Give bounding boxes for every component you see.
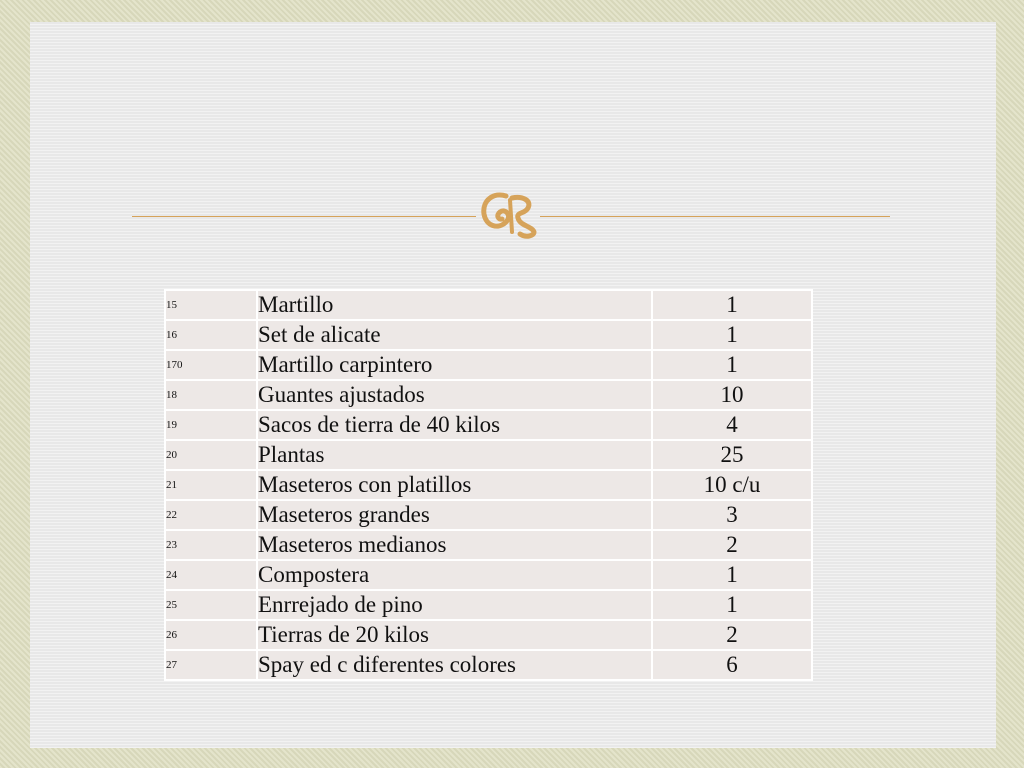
item-quantity: 1 bbox=[652, 320, 812, 350]
table-row bbox=[165, 410, 812, 440]
table-row bbox=[165, 530, 812, 560]
item-number: 18 bbox=[165, 380, 257, 410]
table-row bbox=[165, 350, 812, 380]
item-quantity: 1 bbox=[652, 560, 812, 590]
item-quantity: 1 bbox=[652, 590, 812, 620]
table-row bbox=[165, 500, 812, 530]
item-number: 24 bbox=[165, 560, 257, 590]
item-number: 23 bbox=[165, 530, 257, 560]
item-number: 21 bbox=[165, 470, 257, 500]
items-table bbox=[164, 289, 813, 681]
item-name: Martillo bbox=[257, 290, 652, 320]
table-row bbox=[165, 290, 812, 320]
divider-right bbox=[540, 216, 890, 217]
item-name: Maseteros grandes bbox=[257, 500, 652, 530]
table-row bbox=[165, 620, 812, 650]
item-quantity: 2 bbox=[652, 620, 812, 650]
item-name: Tierras de 20 kilos bbox=[257, 620, 652, 650]
table-row bbox=[165, 320, 812, 350]
item-name: Plantas bbox=[257, 440, 652, 470]
item-quantity: 25 bbox=[652, 440, 812, 470]
items-table-body bbox=[165, 290, 812, 680]
item-name: Sacos de tierra de 40 kilos bbox=[257, 410, 652, 440]
item-name: Enrrejado de pino bbox=[257, 590, 652, 620]
item-name: Compostera bbox=[257, 560, 652, 590]
item-name: Maseteros con platillos bbox=[257, 470, 652, 500]
table-row bbox=[165, 440, 812, 470]
table-row bbox=[165, 590, 812, 620]
table-row bbox=[165, 560, 812, 590]
item-quantity: 10 c/u bbox=[652, 470, 812, 500]
table-row bbox=[165, 380, 812, 410]
item-name: Set de alicate bbox=[257, 320, 652, 350]
item-name: Maseteros medianos bbox=[257, 530, 652, 560]
item-quantity: 1 bbox=[652, 350, 812, 380]
item-number: 22 bbox=[165, 500, 257, 530]
item-quantity: 6 bbox=[652, 650, 812, 680]
item-quantity: 2 bbox=[652, 530, 812, 560]
item-quantity: 10 bbox=[652, 380, 812, 410]
item-number: 27 bbox=[165, 650, 257, 680]
table-row bbox=[165, 650, 812, 680]
item-quantity: 1 bbox=[652, 290, 812, 320]
item-number: 25 bbox=[165, 590, 257, 620]
item-number: 19 bbox=[165, 410, 257, 440]
item-number: 16 bbox=[165, 320, 257, 350]
item-number: 15 bbox=[165, 290, 257, 320]
item-number: 26 bbox=[165, 620, 257, 650]
item-number: 170 bbox=[165, 350, 257, 380]
divider-left bbox=[132, 216, 476, 217]
item-name: Martillo carpintero bbox=[257, 350, 652, 380]
item-quantity: 3 bbox=[652, 500, 812, 530]
table-row bbox=[165, 470, 812, 500]
item-name: Spay ed c diferentes colores bbox=[257, 650, 652, 680]
fleuron-swash-icon bbox=[476, 188, 540, 240]
item-name: Guantes ajustados bbox=[257, 380, 652, 410]
item-number: 20 bbox=[165, 440, 257, 470]
item-quantity: 4 bbox=[652, 410, 812, 440]
